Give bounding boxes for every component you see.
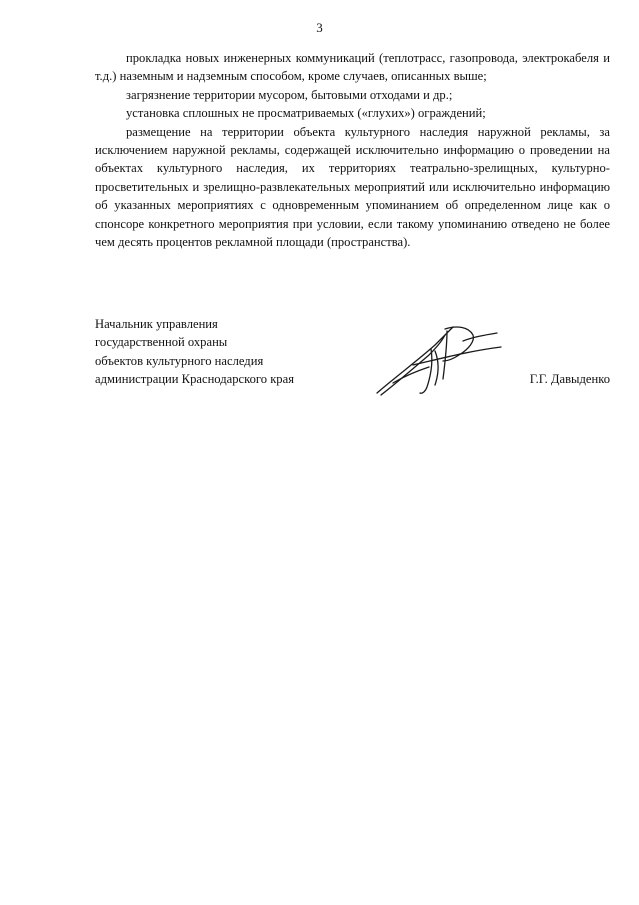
signer-position xyxy=(95,315,294,389)
signer-position-line: Начальник управления xyxy=(95,317,218,331)
signer-position-line: государственной охраны xyxy=(95,335,228,350)
handwritten-signature xyxy=(373,321,505,397)
body-paragraph: установка сплошных не просматриваемых («глухих») ограждений; xyxy=(126,106,486,121)
page-number: 3 xyxy=(316,20,323,35)
body-paragraph: размещение на территории объекта культурного наследия наружной рекламы, за исключением наружной рекламы, содержащей исключительно информацию о проведении на объектах культурного наследия, их территориях театрально-зрелищных, культурно-просветительных и зрелищно-развлекательных мероприятий или исключительно информацию об указанных мероприятиях с одновременным упоминанием об определенном лице как о спонсоре конкретного мероприятия при условии, если такому упоминанию отведено не более чем десять процентов рекламной площади (пространства). xyxy=(95,124,610,250)
signer-name: Г.Г. Давыденко xyxy=(529,372,610,386)
body-paragraph: прокладка новых инженерных коммуникаций (теплотрасс, газопровода, электрокабеля и т.д.) наземным и надземным способом, кроме случаев, описанных выше; xyxy=(95,51,610,84)
document-body xyxy=(95,49,610,251)
signature-block xyxy=(95,315,610,395)
signer-position-line: объектов культурного наследия xyxy=(95,353,264,368)
body-paragraph: загрязнение территории мусором, бытовыми отходами и др.; xyxy=(126,87,453,102)
signer-position-line: администрации Краснодарского края xyxy=(95,372,294,387)
